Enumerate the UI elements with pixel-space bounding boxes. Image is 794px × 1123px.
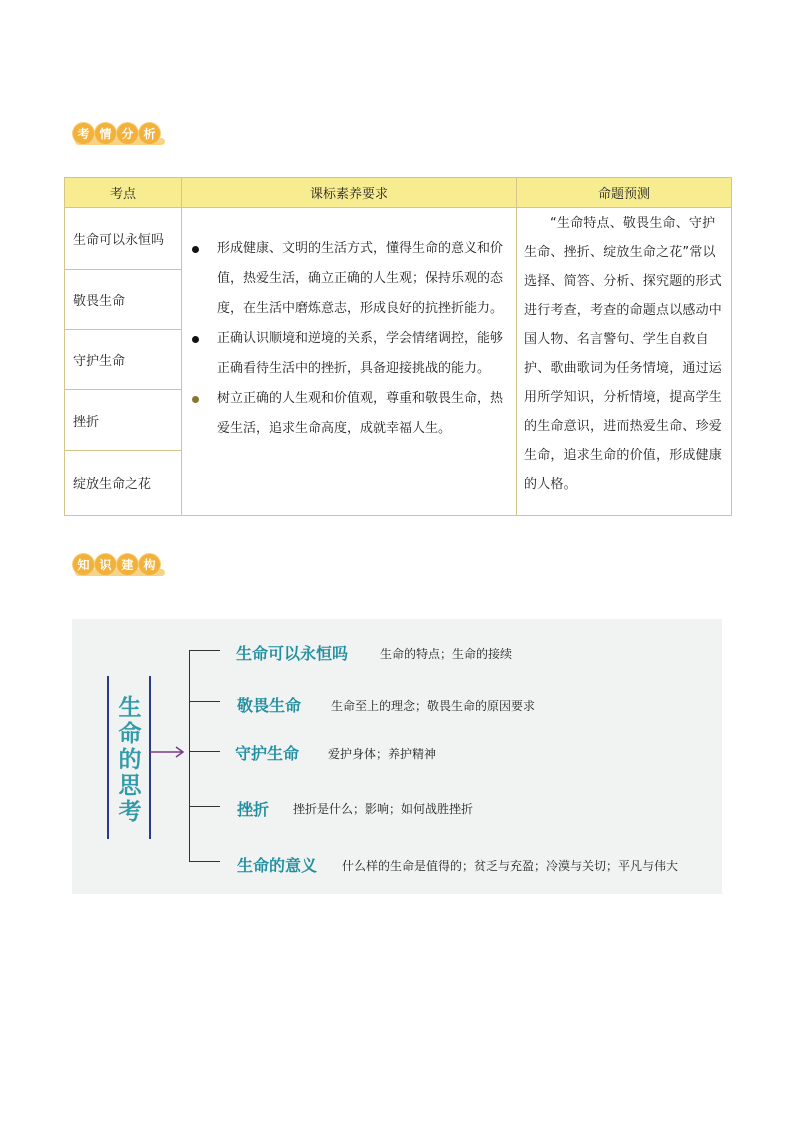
title-char-badge: 知 — [73, 554, 94, 575]
branch-title: 挫折 — [237, 800, 270, 819]
title-char-badge: 识 — [95, 554, 116, 575]
branch-connector — [189, 861, 220, 862]
table-header-requirements: 课标素养要求 — [182, 178, 517, 208]
arrow-icon — [150, 745, 190, 759]
bullet-icon — [192, 246, 199, 253]
table-cell-knowledge-point: 敬畏生命 — [65, 270, 182, 330]
section-title-knowledge-structure — [73, 550, 161, 578]
title-char-badge: 析 — [139, 123, 160, 144]
mind-map-center-title — [115, 695, 145, 825]
table-cell-knowledge-point: 守护生命 — [65, 330, 182, 390]
table-header-knowledge: 考点 — [65, 178, 182, 208]
branch-description: 生命至上的理念；敬畏生命的原因要求 — [331, 699, 536, 713]
requirement-item — [190, 234, 512, 324]
center-title-char: 考 — [118, 799, 142, 825]
title-char-badge: 考 — [73, 123, 94, 144]
branch-connector-vertical — [189, 650, 190, 861]
center-title-char: 思 — [118, 773, 142, 799]
branch-description: 生命的特点；生命的接续 — [380, 647, 513, 661]
branch-description: 爱护身体；养护精神 — [328, 747, 437, 761]
branch-title: 守护生命 — [235, 744, 300, 763]
title-char-badge: 分 — [117, 123, 138, 144]
table-cell-knowledge-point: 生命可以永恒吗 — [65, 208, 182, 270]
requirement-text: 正确认识顺境和逆境的关系，学会情绪调控，能够正确看待生活中的挫折，具备迎接挑战的能力。 — [217, 331, 504, 376]
requirements-list — [190, 234, 512, 444]
center-title-char: 命 — [118, 721, 142, 747]
title-char-badge: 建 — [117, 554, 138, 575]
requirement-text: 形成健康、文明的生活方式，懂得生命的意义和价值，热爱生活，确立正确的人生观；保持乐观的态度，在生活中磨炼意志，形成良好的抗挫折能力。 — [217, 241, 504, 316]
branch-connector — [189, 701, 220, 702]
center-title-char: 生 — [118, 695, 142, 721]
exam-analysis-table — [64, 177, 732, 516]
bullet-icon — [192, 396, 199, 403]
table-cell-knowledge-point: 绽放生命之花 — [73, 477, 152, 492]
center-bracket-left — [107, 676, 109, 839]
requirement-item — [190, 384, 512, 444]
title-char-badge: 构 — [139, 554, 160, 575]
branch-connector — [189, 650, 220, 651]
branch-title: 敬畏生命 — [237, 696, 302, 715]
title-char-badge: 情 — [95, 123, 116, 144]
branch-connector — [189, 751, 220, 752]
branch-title: 生命可以永恒吗 — [236, 644, 349, 663]
branch-title: 生命的意义 — [237, 856, 318, 875]
prediction-text: “生命特点、敬畏生命、守护生命、挫折、绽放生命之花”常以选择、简答、分析、探究题的形式进行考查，考查的命题点以感动中国人物、名言警句、学生自救自护、歌曲歌词为任务情境，通过运用所学知识，分析情境，提高学生的生命意识，进而热爱生命、珍爱生命，追求生命的价值，形成健康的人格。 — [524, 216, 723, 492]
column-divider — [516, 178, 517, 515]
branch-description: 挫折是什么；影响；如何战胜挫折 — [293, 802, 474, 816]
branch-description: 什么样的生命是值得的；贫乏与充盈；冷漠与关切；平凡与伟大 — [342, 859, 679, 873]
bullet-icon — [192, 336, 199, 343]
table-cell-knowledge-point: 挫折 — [65, 390, 182, 451]
section-title-exam-analysis — [73, 119, 161, 147]
requirement-text: 树立正确的人生观和价值观，尊重和敬畏生命，热爱生活，追求生命高度，成就幸福人生。 — [217, 391, 504, 436]
requirement-item — [190, 324, 512, 384]
center-title-char: 的 — [118, 747, 142, 773]
table-header-prediction: 命题预测 — [517, 178, 731, 208]
branch-connector — [189, 806, 220, 807]
